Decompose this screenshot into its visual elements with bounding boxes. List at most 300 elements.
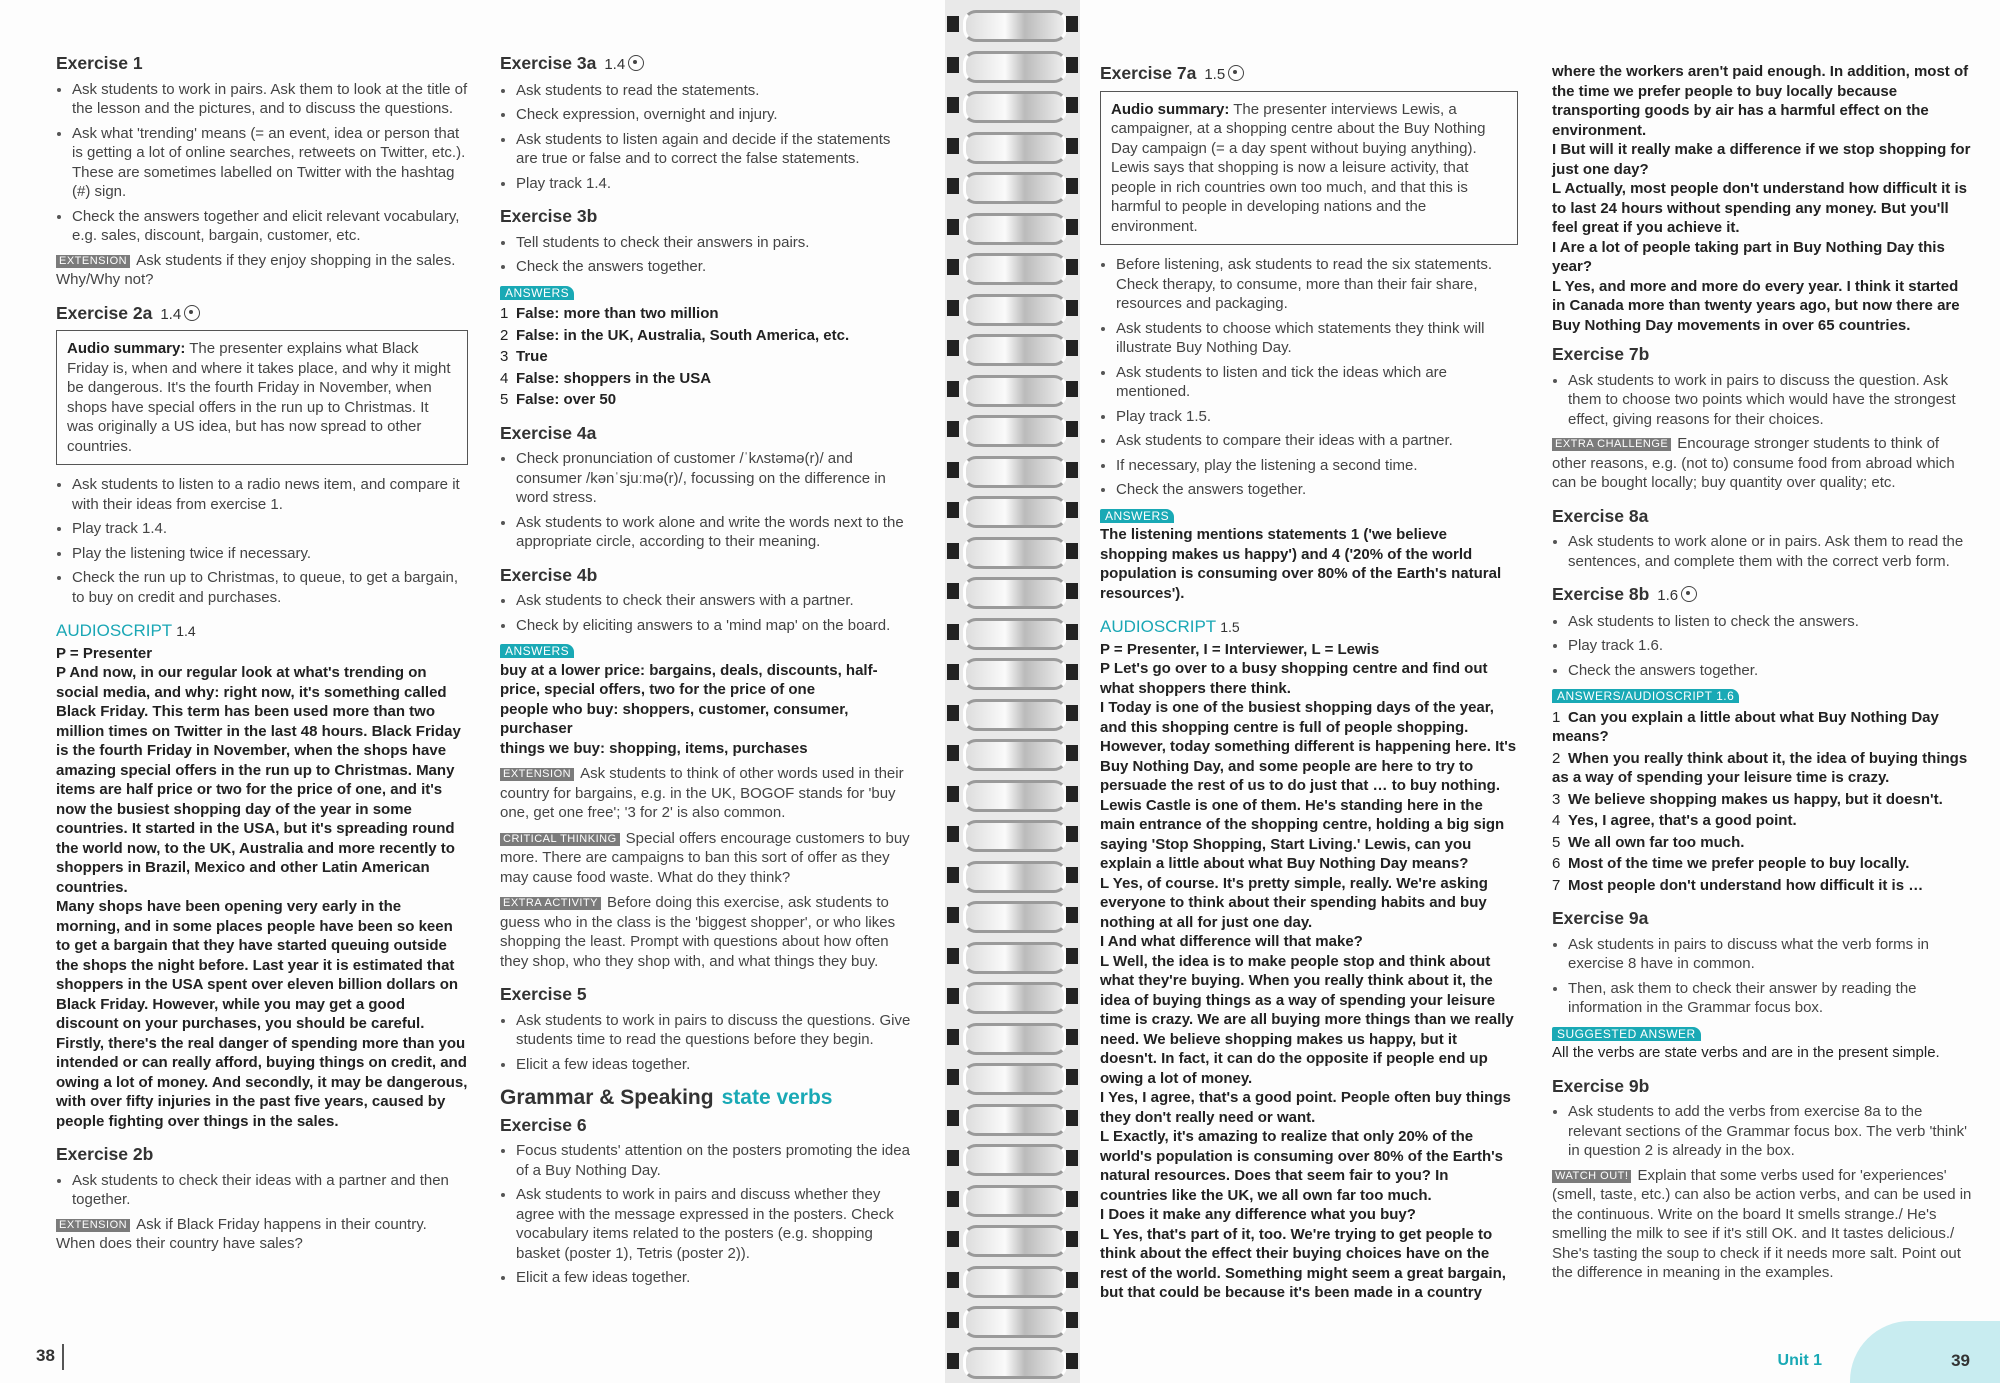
script-line: I And what difference will that make? (1100, 933, 1363, 950)
list-item: • Ask students to read the statements. (516, 81, 915, 101)
binding-ring (963, 294, 1067, 326)
binding-hole (1066, 340, 1078, 356)
binding-hole (1066, 57, 1078, 73)
audioscript-heading (56, 621, 468, 642)
exercise-title: Exercise 2b (56, 1144, 154, 1164)
script-line: L Actually, most people don't understand how difficult it is to last 24 hours without spending any money. But you'll feel great if you achieve it. (1552, 180, 1967, 236)
binding-hole (947, 988, 959, 1004)
list-item: • Ask students to add the verbs from exercise 8a to the relevant sections of the Grammar focus box. The verb 'think' in question 2 is already in the box. (1568, 1102, 1972, 1161)
page-number-right: 39 (1951, 1351, 1970, 1370)
list-item: • Ask students to work in pairs to discuss the question. Ask them to choose two points which would have the strongest effect, giving reasons for their choices. (1568, 371, 1972, 430)
track-number: 1.5 (1204, 66, 1226, 83)
list-item: • Check expression, overnight and injury. (516, 105, 915, 125)
binding-hole (1066, 988, 1078, 1004)
exercise-9a (1552, 909, 1972, 1063)
binding-hole (947, 138, 959, 154)
list-item: • Elicit a few ideas together. (516, 1268, 915, 1288)
binding-hole (1066, 381, 1078, 397)
binding-ring (963, 1023, 1067, 1055)
exercise-7b (1552, 345, 1972, 493)
watch-out-text: Explain that some verbs used for 'experiences' (smell, taste, etc.) can also be action verbs, and can be used in the continuous. Write on the board It smells strange./ He's smelling the milk to see if it's still OK. and It tastes delicious./ She's tasting the soup to check if it needs more salt. Point out the difference in meaning in the examples. (1552, 1166, 1972, 1281)
list-item: • Ask students to listen to check the answers. (1568, 612, 1972, 632)
bullet-list (500, 233, 915, 277)
answer-text: Yes, I agree, that's a good point. (1568, 812, 1797, 829)
script-line: L Yes, and more and more do every year. I think it started in Canada more than twenty years ago, but now there are Buy Nothing Day movements in over 65 countries. (1552, 277, 1960, 334)
binding-hole (947, 786, 959, 802)
binding-hole (1066, 1272, 1078, 1288)
list-item: • Ask students to listen and tick the ideas which are mentioned. (1116, 363, 1518, 402)
bullet-list (1552, 371, 1972, 430)
list-item: • Ask students to listen to a radio news item, and compare it with their ideas from exercise 1. (72, 475, 468, 514)
binding-hole (947, 1029, 959, 1045)
answer-number: 1 (500, 305, 509, 322)
binding-hole (947, 745, 959, 761)
binding-hole (1066, 1353, 1078, 1369)
answer-text: False: more than two million (516, 305, 719, 322)
section-title: Grammar & Speaking (500, 1086, 714, 1109)
binding-ring (963, 496, 1067, 528)
binding-ring (963, 861, 1067, 893)
answer-item (1552, 708, 1972, 747)
summary-text: The presenter interviews Lewis, a campaigner, at a shopping centre about the Buy Nothing Day campaign (= a day spent without buying anything). Lewis says that shopping is now a leisure activity, that people in rich countries own too much, and that this is harmful to people in developing nations and the environment. (1111, 100, 1486, 235)
bullet-list (1552, 1102, 1972, 1161)
binding-hole (947, 583, 959, 599)
left-column-2 (500, 50, 915, 1302)
answers-tag: ANSWERS/AUDIOSCRIPT 1.6 (1552, 689, 1739, 703)
exercise-9b (1552, 1077, 1972, 1283)
binding-hole (1066, 1191, 1078, 1207)
binding-ring (963, 1347, 1067, 1379)
suggested-answer-tag: SUGGESTED ANSWER (1552, 1027, 1701, 1041)
list-item: • Check the run up to Christmas, to queue, to get a bargain, to buy on credit and purchases. (72, 568, 468, 607)
section-heading (500, 1088, 915, 1108)
answer-text: When you really think about it, the idea of buying things as a way of spending your leisure time is crazy. (1552, 749, 1968, 786)
summary-label: Audio summary: (67, 340, 186, 357)
list-item: • Check pronunciation of customer /ˈkʌstəmə(r)/ and consumer /kənˈsjuːmə(r)/, focussing on the difference in word stress. (516, 449, 915, 508)
extension-tag: EXTENSION (500, 768, 574, 781)
script-line: I Yes, I agree, that's a good point. People often buy things they don't really need or want. (1100, 1089, 1511, 1126)
list-item: • If necessary, play the listening a second time. (1116, 456, 1518, 476)
answers-text: The listening mentions statements 1 ('we believe shopping makes us happy') and 4 ('20% of the world population is consuming over 80% of the Earth's natural resources'). (1100, 526, 1502, 602)
answer-text: Most of the time we prefer people to buy locally. (1568, 855, 1910, 872)
exercise-2a (56, 304, 468, 608)
exercise-title (1552, 585, 1972, 606)
script-line: P Let's go over to a busy shopping centre and find out what shoppers there think. (1100, 660, 1488, 697)
binding-ring (963, 1063, 1067, 1095)
answer-number: 1 (1552, 708, 1561, 726)
cd-icon (1681, 586, 1697, 602)
binding-hole (1066, 178, 1078, 194)
binding-hole (947, 97, 959, 113)
answer-item (1552, 854, 1972, 874)
extension-text: Ask students to think of other words used in their country for bargains, e.g. in the UK, BOGOF stands for 'buy one, get one free'; '3 for 2' is also common. (500, 765, 904, 821)
binding-hole (947, 340, 959, 356)
binding-hole (947, 1312, 959, 1328)
script-line: L Well, the idea is to make people stop and think about what they're buying. When you really think about it, the idea of buying things as a way of spending your leisure time is crazy. We are all buying more things than we really need. We believe shopping makes us happy, but it doesn't. In fact, it can do the opposite if people end up owing a lot of money. (1100, 952, 1514, 1087)
exercise-3b (500, 207, 915, 410)
title-text: Exercise 3a (500, 53, 597, 73)
bullet-list (500, 449, 915, 552)
cd-icon (1228, 65, 1244, 81)
answers-list (1552, 708, 1972, 896)
answer-item (500, 347, 915, 367)
script-line: I Are a lot of people taking part in Buy Nothing Day this year? (1552, 238, 1945, 275)
script-line: I Does it make any difference what you buy? (1100, 1206, 1416, 1223)
extra-activity-text: Before doing this exercise, ask students to guess who in the class is the 'biggest shopper', or who likes shopping the least. Prompt with questions about how often they shop, who they shop with, and what things they buy. (500, 894, 896, 970)
exercise-4b (500, 566, 915, 972)
binding-ring (963, 375, 1067, 407)
answer-number: 2 (1552, 749, 1561, 767)
answer-item (500, 369, 915, 389)
answer-number: 3 (500, 348, 509, 365)
page-number-left: 38 (36, 1346, 55, 1365)
exercise-title (56, 304, 468, 325)
binding-hole (1066, 462, 1078, 478)
answer-number: 4 (500, 369, 509, 387)
exercise-title: Exercise 4a (500, 422, 597, 443)
exercise-6 (500, 1116, 915, 1288)
answer-item (1552, 811, 1972, 831)
list-item: • Check the answers together. (516, 257, 915, 277)
answer-text: We all own far too much. (1568, 833, 1745, 851)
binding-ring (963, 51, 1067, 83)
list-item: • Ask students to choose which statements they think will illustrate Buy Nothing Day. (1116, 319, 1518, 358)
bullet-list (56, 475, 468, 607)
list-item: • Ask students to check their answers with a partner. (516, 591, 915, 611)
exercise-3a (500, 54, 915, 193)
binding-hole (1066, 138, 1078, 154)
binding-ring (963, 537, 1067, 569)
binding-hole (947, 948, 959, 964)
binding-ring (963, 1104, 1067, 1136)
script-line: L Yes, that's part of it, too. We're trying to get people to think about the effect their buying choices have on the rest of the world. Something might seem a great bargain, but that could be because it's been made in a country (1100, 1225, 1506, 1301)
exercise-8b (1552, 585, 1972, 895)
binding-hole (1066, 826, 1078, 842)
left-column-1 (56, 50, 468, 1268)
binding-ring (963, 456, 1067, 488)
binding-ring (963, 618, 1067, 650)
answer-number: 4 (1552, 812, 1561, 829)
audioscript-1-4 (56, 621, 468, 1131)
track-number: 1.4 (176, 623, 196, 639)
binding-ring (963, 10, 1067, 42)
binding-ring (963, 699, 1067, 731)
binding-hole (947, 259, 959, 275)
binding-ring (963, 91, 1067, 123)
summary-text: The presenter explains what Black Friday is, when and where it takes place, and why it might be dangerous. It's the fourth Friday in November, when shops have special offers in the run up to Christmas. It was originally a US idea, but has now spread to other countries. (67, 340, 451, 455)
extra-challenge-tag: EXTRA CHALLENGE (1552, 438, 1671, 451)
list-item: • Ask students to work alone and write the words next to the appropriate circle, according to their meaning. (516, 513, 915, 552)
binding-ring (963, 739, 1067, 771)
answer-text: False: over 50 (516, 391, 617, 408)
list-item: • Before listening, ask students to read the six statements. Check therapy, to consume, more than their fair share, resources and packaging. (1116, 255, 1518, 314)
exercise-title: Exercise 7b (1552, 344, 1650, 364)
binding-hole (947, 502, 959, 518)
bullet-list (500, 81, 915, 194)
watch-out-tag: WATCH OUT! (1552, 1170, 1631, 1183)
binding-ring (963, 253, 1067, 285)
binding-ring (963, 1306, 1067, 1338)
answer-number: 5 (1552, 833, 1561, 851)
list-item: • Ask students to work in pairs. Ask them to look at the title of the lesson and the pictures, and to discuss the questions. (72, 80, 468, 119)
list-item: • Ask students to work in pairs to discuss the questions. Give students time to read the questions before they begin. (516, 1011, 915, 1050)
list-item: • Check the answers together. (1568, 661, 1972, 681)
answer-text: False: shoppers in the USA (516, 369, 712, 387)
binding-ring (963, 577, 1067, 609)
answer-number: 5 (500, 391, 509, 408)
binding-ring (963, 658, 1067, 690)
binding-hole (1066, 745, 1078, 761)
list-item: • Ask what 'trending' means (= an event, idea or person that is getting a lot of online searches, retweets on Twitter, etc.). These are sometimes labelled on Twitter with the hashtag (#) sign. (72, 124, 468, 202)
binding-hole (947, 381, 959, 397)
binding-hole (947, 421, 959, 437)
binding-ring (963, 901, 1067, 933)
binding-ring (963, 132, 1067, 164)
script-line: I Today is one of the busiest shopping days of the year, and this shopping centre is full of people shopping. However, today something different is happening here. It's Buy Nothing Day, and some people are here to try to persuade the rest of us to do just that … to buy nothing. Lewis Castle is one of them. He's standing here in the main entrance of the shopping centre, holding a big sign saying 'Stop Shopping, Start Living.' Lewis, can you explain a little about what Buy Nothing Day means? (1100, 699, 1517, 872)
binding-hole (947, 705, 959, 721)
exercise-title: Exercise 4b (500, 564, 598, 585)
binding-hole (1066, 664, 1078, 680)
cd-icon (628, 55, 644, 71)
audioscript-1-5 (1100, 617, 1518, 1303)
right-column-2 (1552, 62, 1972, 1297)
title-text: Exercise 2a (56, 302, 153, 323)
binding-hole (1066, 624, 1078, 640)
binding-hole (947, 1150, 959, 1166)
answer-number: 3 (1552, 790, 1561, 808)
binding-hole (947, 16, 959, 32)
answer-text: False: in the UK, Australia, South America, etc. (516, 326, 850, 344)
suggested-answer-text: All the verbs are state verbs and are in the present simple. (1552, 1044, 1940, 1061)
bullet-list (56, 80, 468, 246)
binding-hole (1066, 705, 1078, 721)
binding-ring (963, 334, 1067, 366)
speaker-key: P = Presenter (56, 644, 153, 662)
list-item: • Tell students to check their answers in pairs. (516, 233, 915, 253)
list-item: • Focus students' attention on the posters promoting the idea of a Buy Nothing Day. (516, 1141, 915, 1180)
binding-hole (1066, 907, 1078, 923)
answer-item (1552, 790, 1972, 810)
list-item: • Elicit a few ideas together. (516, 1055, 915, 1075)
answer-item (1552, 876, 1972, 896)
binding-hole (1066, 543, 1078, 559)
binding-hole (947, 1231, 959, 1247)
critical-thinking-text: Special offers encourage customers to buy more. There are campaigns to ban this sort of offer as they may cause food waste. What do they think? (500, 829, 910, 886)
track-number: 1.6 (1657, 587, 1679, 604)
binding-ring (963, 1185, 1067, 1217)
binding-hole (1066, 948, 1078, 964)
binding-hole (1066, 1150, 1078, 1166)
answers-tag: ANSWERS (500, 644, 574, 658)
binding-hole (947, 57, 959, 73)
binding-hole (947, 826, 959, 842)
exercise-title: Exercise 8a (1552, 505, 1649, 526)
binding-ring (963, 415, 1067, 447)
binding-hole (1066, 786, 1078, 802)
audioscript-continued (1552, 62, 1972, 335)
binding-hole (1066, 1069, 1078, 1085)
unit-badge (1850, 1321, 2000, 1383)
bullet-list (500, 591, 915, 635)
bullet-list (56, 1171, 468, 1210)
answer-item (500, 304, 915, 324)
audio-summary-box (56, 330, 468, 465)
binding-hole (1066, 1110, 1078, 1126)
audio-summary-box (1100, 91, 1518, 246)
bullet-list (1100, 255, 1518, 500)
speaker-key: P = Presenter, I = Interviewer, L = Lewis (1100, 640, 1380, 658)
extra-activity-tag: EXTRA ACTIVITY (500, 897, 601, 910)
heading-text: AUDIOSCRIPT (56, 621, 173, 640)
exercise-2b (56, 1145, 468, 1254)
binding-hole (947, 178, 959, 194)
extension-text: Ask if Black Friday happens in their country. When does their country have sales? (56, 1215, 427, 1252)
track-number: 1.5 (1220, 619, 1240, 635)
answer-text: We believe shopping makes us happy, but it doesn't. (1568, 790, 1943, 808)
binding-hole (1066, 97, 1078, 113)
bullet-list (1552, 935, 1972, 1018)
answer-item (1552, 833, 1972, 853)
binding-hole (1066, 867, 1078, 883)
exercise-title (500, 54, 915, 75)
answer-number: 6 (1552, 855, 1561, 872)
spiral-binding (945, 0, 1080, 1383)
binding-ring (963, 1225, 1067, 1257)
binding-hole (947, 543, 959, 559)
bullet-list (1552, 532, 1972, 571)
list-item: • Ask students to check their ideas with a partner and then together. (72, 1171, 468, 1210)
list-item: • Play track 1.5. (1116, 407, 1518, 427)
binding-hole (947, 867, 959, 883)
unit-label: Unit 1 (1777, 1352, 1822, 1369)
binding-hole (947, 1110, 959, 1126)
binding-hole (1066, 259, 1078, 275)
page-number-divider (62, 1344, 64, 1370)
exercise-title: Exercise 9a (1552, 908, 1649, 928)
binding-hole (1066, 502, 1078, 518)
exercise-title (1100, 64, 1518, 85)
answers-text: buy at a lower price: bargains, deals, discounts, half-price, special offers, two for the price of one people who buy: shoppers, customer, consumer, purchaser things we buy: shopping, items, purchases (500, 661, 878, 757)
track-number: 1.4 (160, 305, 182, 323)
list-item: • Play track 1.4. (516, 174, 915, 194)
answer-item (1552, 749, 1972, 788)
binding-hole (1066, 300, 1078, 316)
cd-icon (184, 305, 200, 321)
list-item: • Check by eliciting answers to a 'mind map' on the board. (516, 616, 915, 636)
list-item: • Play track 1.6. (1568, 636, 1972, 656)
binding-ring (963, 1266, 1067, 1298)
extra-challenge-text: Encourage stronger students to think of other reasons, e.g. (not to) consume food from abroad which can be bought locally; buy quantity over quality; etc. (1552, 435, 1955, 491)
binding-hole (1066, 16, 1078, 32)
script-paragraph: P And now, in our regular look at what's trending on social media, and why: right now, it's something called Black Friday. This term has been used more than two million times on Twitter in the last 48 hours. Black Friday is the fourth Friday in November, when the shops have amazing special offers in the run up to Christmas. Many items are half price or two for the price of one, and it's now the busiest shopping day of the year in some countries. It started in the USA, but it's spreading round the world now, to the UK, Australia and more recently to shoppers in Brazil, Mexico and other Latin American countries. (56, 664, 461, 896)
exercise-title: Exercise 3b (500, 206, 598, 226)
answers-list (500, 304, 915, 410)
list-item: • Check the answers together and elicit relevant vocabulary, e.g. sales, discount, bargain, customer, etc. (72, 207, 468, 246)
list-item: • Then, ask them to check their answer by reading the information in the Grammar focus box. (1568, 979, 1972, 1018)
answer-text: Most people don't understand how difficult it is … (1568, 876, 1924, 894)
list-item: • Ask students to compare their ideas with a partner. (1116, 431, 1518, 451)
summary-label: Audio summary: (1111, 100, 1230, 118)
binding-ring (963, 820, 1067, 852)
answer-text: Can you explain a little about what Buy Nothing Day means? (1552, 708, 1939, 745)
binding-hole (1066, 1312, 1078, 1328)
binding-hole (1066, 583, 1078, 599)
exercise-title: Exercise 6 (500, 1114, 587, 1135)
left-page (0, 0, 945, 1383)
binding-hole (1066, 219, 1078, 235)
script-line: L Yes, of course. It's pretty simple, really. We're asking everyone to think about their spending habits and buy nothing at all for just one day. (1100, 874, 1488, 931)
exercise-title: Exercise 1 (56, 53, 143, 73)
audioscript-heading (1100, 617, 1518, 638)
binding-hole (1066, 421, 1078, 437)
extension-tag: EXTENSION (56, 1219, 130, 1232)
exercise-1 (56, 54, 468, 290)
list-item: • Ask students in pairs to discuss what the verb forms in exercise 8 have in common. (1568, 935, 1972, 974)
binding-hole (947, 1069, 959, 1085)
right-column-1 (1100, 60, 1518, 1303)
answers-tag: ANSWERS (500, 286, 574, 300)
section-subtitle: state verbs (721, 1086, 833, 1109)
exercise-7a (1100, 64, 1518, 603)
heading-text: AUDIOSCRIPT (1100, 617, 1217, 636)
binding-ring (963, 780, 1067, 812)
bullet-list (500, 1011, 915, 1075)
binding-hole (947, 219, 959, 235)
binding-hole (947, 462, 959, 478)
list-item: • Ask students to listen again and decide if the statements are true or false and to correct the false statements. (516, 130, 915, 169)
bullet-list (1552, 612, 1972, 681)
list-item: • Play track 1.4. (72, 519, 468, 539)
binding-hole (947, 624, 959, 640)
list-item: • Check the answers together. (1116, 480, 1518, 500)
binding-hole (947, 1353, 959, 1369)
binding-hole (947, 300, 959, 316)
answers-tag: ANSWERS (1100, 509, 1174, 523)
binding-hole (947, 1272, 959, 1288)
exercise-title: Exercise 5 (500, 984, 587, 1004)
answer-item (500, 390, 915, 410)
exercise-4a (500, 424, 915, 552)
binding-ring (963, 982, 1067, 1014)
binding-ring (963, 213, 1067, 245)
critical-thinking-tag: CRITICAL THINKING (500, 833, 620, 846)
binding-ring (963, 172, 1067, 204)
bullet-list (500, 1141, 915, 1288)
answer-text: True (516, 348, 548, 365)
list-item: • Play the listening twice if necessary. (72, 544, 468, 564)
binding-hole (947, 1191, 959, 1207)
extension-tag: EXTENSION (56, 255, 130, 268)
script-paragraph: Many shops have been opening very early in the morning, and in some places people have been so keen to get a bargain that they have started queuing outside the shops the night before. Last year it is estimated that shoppers in the USA spent over eleven billion dollars on Black Friday. However, while you may get a good discount on your purchases, you should be careful. Firstly, there's the real danger of spending more than you intended or can really afford, buying things on credit, and owing a lot of money. And secondly, it may be dangerous, with over fifty injuries in the past five years, caused by people fighting over things in the sales. (56, 898, 468, 1130)
list-item: • Ask students to work alone or in pairs. Ask them to read the sentences, and complete them with the correct verb form. (1568, 532, 1972, 571)
right-page (1080, 0, 2000, 1383)
answer-item (500, 326, 915, 346)
binding-hole (947, 907, 959, 923)
exercise-5 (500, 985, 915, 1074)
binding-hole (947, 664, 959, 680)
exercise-title: Exercise 9b (1552, 1075, 1650, 1096)
binding-ring (963, 942, 1067, 974)
script-line: I But will it really make a difference if we stop shopping for just one day? (1552, 141, 1971, 178)
binding-hole (1066, 1231, 1078, 1247)
list-item: • Ask students to work in pairs and discuss whether they agree with the message expressed in the posters. Check vocabulary items related to the posters (e.g. shopping basket (poster 1), Tetris (poster 2)). (516, 1185, 915, 1263)
script-line: L Exactly, it's amazing to realize that only 20% of the world's population is consuming over 80% of the Earth's natural resources. Does that seem fair to you? In countries like the UK, we all own far too much. (1100, 1128, 1504, 1204)
track-number: 1.4 (604, 56, 626, 73)
extension-text: Ask students if they enjoy shopping in the sales. Why/Why not? (56, 251, 456, 288)
binding-ring (963, 1144, 1067, 1176)
title-text: Exercise 7a (1100, 63, 1197, 83)
binding-hole (1066, 1029, 1078, 1045)
